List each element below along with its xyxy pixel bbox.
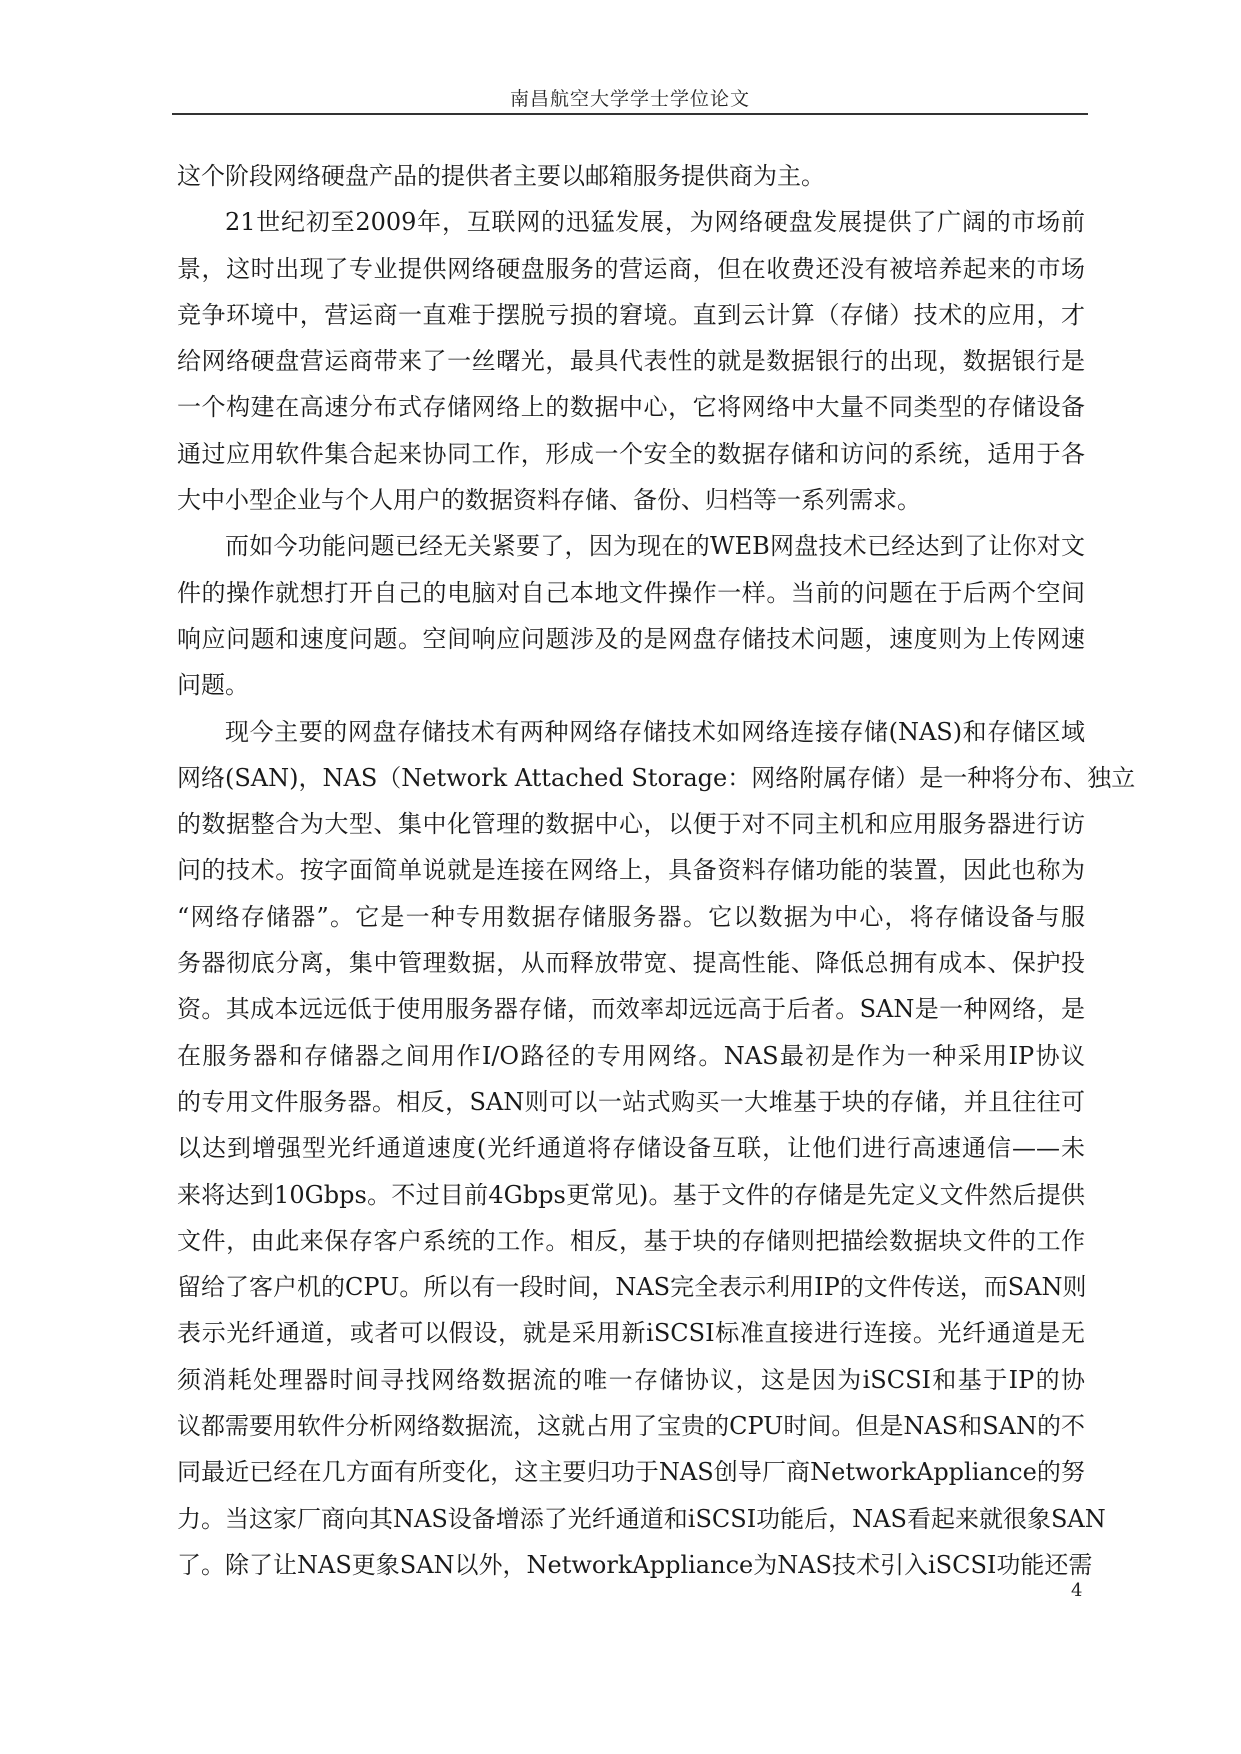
running-header: 南昌航空大学学士学位论文 — [509, 88, 750, 110]
text-line: 大中小型企业与个人用户的数据资料存储、备份、归档等一系列需求。 — [177, 486, 921, 515]
text-line: 议都需要用软件分析网络数据流，这就占用了宝贵的CPU时间。但是NAS和SAN的不 — [177, 1412, 1085, 1441]
text-line: 留给了客户机的CPU。所以有一段时间，NAS完全表示利用IP的文件传送，而SAN则 — [177, 1273, 1087, 1302]
text-line: 资。其成本远远低于使用服务器存储，而效率却远远高于后者。SAN是一种网络，是 — [177, 995, 1085, 1024]
text-line: 表示光纤通道，或者可以假设，就是采用新iSCSI标准直接进行连接。光纤通道是无 — [177, 1319, 1085, 1348]
text-line: 竞争环境中，营运商一直难于摆脱亏损的窘境。直到云计算（存储）技术的应用，才 — [177, 300, 1085, 329]
header-rule — [172, 113, 1088, 115]
text-line: 一个构建在高速分布式存储网络上的数据中心，它将网络中大量不同类型的存储设备 — [177, 393, 1085, 422]
text-line: 通过应用软件集合起来协同工作，形成一个安全的数据存储和访问的系统，适用于各 — [177, 439, 1085, 468]
text-line: 了。除了让NAS更象SAN以外，NetworkAppliance为NAS技术引入iSCSI功能还需 — [177, 1550, 1093, 1579]
page-number: 4 — [1071, 1580, 1083, 1601]
text-line: 文件，由此来保存客户系统的工作。相反，基于块的存储则把描绘数据块文件的工作 — [177, 1226, 1085, 1255]
text-line: 须消耗处理器时间寻找网络数据流的唯一存储协议，这是因为iSCSI和基于IP的协 — [177, 1365, 1085, 1394]
text-line: 给网络硬盘营运商带来了一丝曙光，最具代表性的就是数据银行的出现，数据银行是 — [177, 347, 1085, 376]
text-line: 务器彻底分离，集中管理数据，从而释放带宽、提高性能、降低总拥有成本、保护投 — [177, 949, 1085, 978]
text-line: 问的技术。按字面简单说就是连接在网络上，具备资料存储功能的装置，因此也称为 — [177, 856, 1085, 885]
text-line: 力。当这家厂商向其NAS设备增添了光纤通道和iSCSI功能后，NAS看起来就很象SAN — [177, 1504, 1106, 1533]
text-line: 的专用文件服务器。相反，SAN则可以一站式购买一大堆基于块的存储，并且往往可 — [177, 1087, 1085, 1116]
text-line: “网络存储器”。它是一种专用数据存储服务器。它以数据为中心，将存储设备与服 — [177, 902, 1085, 931]
text-line: 在服务器和存储器之间用作I/O路径的专用网络。NAS最初是作为一种采用IP协议 — [177, 1041, 1085, 1070]
text-line: 件的操作就想打开自己的电脑对自己本地文件操作一样。当前的问题在于后两个空间 — [177, 578, 1085, 607]
text-line: 景，这时出现了专业提供网络硬盘服务的营运商，但在收费还没有被培养起来的市场 — [177, 254, 1085, 283]
text-line: 来将达到10Gbps。不过目前4Gbps更常见)。基于文件的存储是先定义文件然后提供 — [177, 1180, 1085, 1209]
text-line: 这个阶段网络硬盘产品的提供者主要以邮箱服务提供商为主。 — [177, 162, 825, 190]
body-text — [177, 153, 1136, 1588]
text-line: 现今主要的网盘存储技术有两种网络存储技术如网络连接存储(NAS)和存储区域 — [225, 717, 1085, 746]
text-line: 同最近已经在几方面有所变化，这主要归功于NAS创导厂商NetworkAppliance的努 — [177, 1458, 1085, 1487]
text-line: 而如今功能问题已经无关紧要了，因为现在的WEB网盘技术已经达到了让你对文 — [225, 532, 1085, 561]
text-line: 21世纪初至2009年，互联网的迅猛发展，为网络硬盘发展提供了广阔的市场前 — [225, 208, 1085, 237]
text-line: 问题。 — [177, 671, 249, 700]
text-line: 以达到增强型光纤通道速度(光纤通道将存储设备互联，让他们进行高速通信——未 — [177, 1134, 1085, 1163]
text-line: 的数据整合为大型、集中化管理的数据中心，以便于对不同主机和应用服务器进行访 — [177, 810, 1085, 839]
text-line: 网络(SAN)，NAS（Network Attached Storage：网络附属存储）是一种将分布、独立 — [177, 763, 1136, 792]
text-line: 响应问题和速度问题。空间响应问题涉及的是网盘存储技术问题，速度则为上传网速 — [177, 624, 1085, 653]
